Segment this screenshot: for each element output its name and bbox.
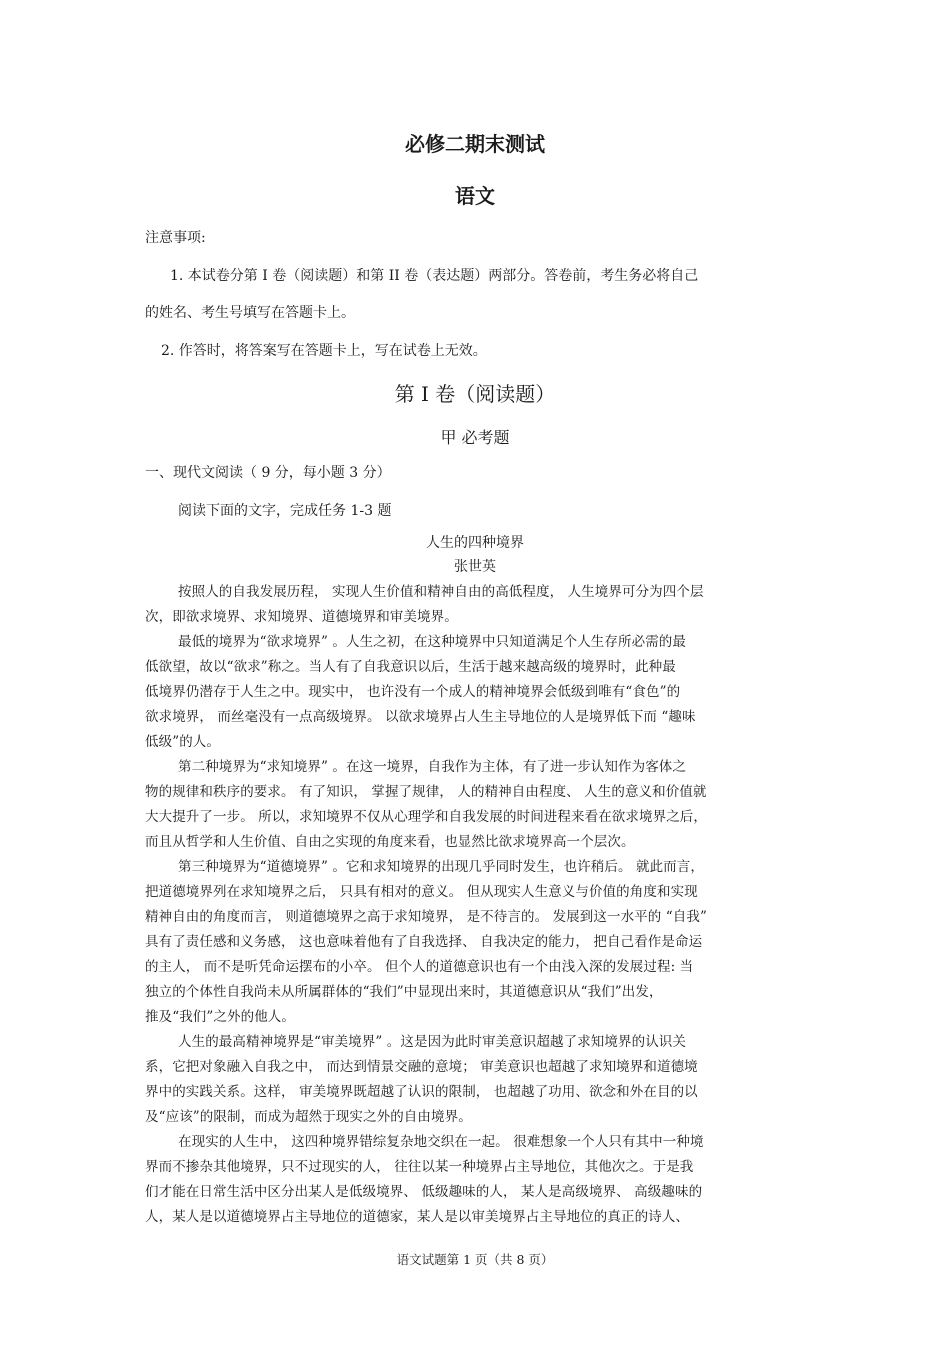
article-line: 低境界仍潜存于人生之中。现实中， 也许没有一个成人的精神境界会低级到唯有“食色”的 [145,684,681,700]
article-line: 们才能在日常生活中区分出某人是低级境界、 低级趣味的人， 某人是高级境界、 高级趣味的 [145,1184,703,1200]
notice-item-1-cont: 的姓名、考生号填写在答题卡上。 [145,305,355,321]
section-heading: 甲 必考题 [440,428,510,447]
exam-title: 必修二期末测试 [405,132,545,156]
page-footer: 语文试题第 1 页（共 8 页） [396,1252,554,1267]
notice-item-2: 2. 作答时，将答案写在答题卡上，写在试卷上无效。 [161,343,487,359]
article-line: 大大提升了一步。 所以，求知境界不仅从心理学和自我发展的时间进程来看在欲求境界之后， [145,809,707,825]
article-line: 把道德境界列在求知境界之后， 只具有相对的意义。 但从现实人生意义与价值的角度和实现 [145,884,698,900]
article-line: 独立的个体性自我尚未从所属群体的“我们”中显现出来时，其道德意识从“我们”出发， [145,984,663,1000]
article-line: 人生的最高精神境界是“审美境界” 。这是因为此时审美意识超越了求知境界的认识关 [178,1034,686,1050]
reading-instruction: 阅读下面的文字，完成任务 1-3 题 [178,503,392,519]
article-line: 系，它把对象融入自我之中， 而达到情景交融的意境； 审美意识也超越了求知境界和道德境 [145,1059,698,1075]
article-line: 低欲望，故以“欲求”称之。当人有了自我意识以后，生活于越来越高级的境界时，此种最 [145,659,676,675]
article-line: 按照人的自我发展历程， 实现人生价值和精神自由的高低程度， 人生境界可分为四个层 [178,584,704,600]
article-line: 及“应该”的限制，而成为超然于现实之外的自由境界。 [145,1109,472,1125]
article-line: 欲求境界， 而丝毫没有一点高级境界。 以欲求境界占人生主导地位的人是境界低下而 “趣味 [145,709,696,725]
article-author: 张世英 [454,559,496,575]
article-title: 人生的四种境界 [426,535,524,551]
article-line: 最低的境界为“欲求境界” 。人生之初，在这种境界中只知道满足个人生存所必需的最 [178,634,686,650]
article-line: 推及“我们”之外的他人。 [145,1009,296,1025]
article-line: 界而不掺杂其他境界，只不过现实的人， 往往以某一种境界占主导地位，其他次之。于是我 [145,1159,694,1175]
article-line: 第三种境界为“道德境界” 。它和求知境界的出现几乎同时发生，也许稍后。 就此而言， [178,859,704,875]
article-line: 物的规律和秩序的要求。 有了知识， 掌握了规律， 人的精神自由程度、 人生的意义和价值就 [145,784,707,800]
article-line: 次，即欲求境界、求知境界、道德境界和审美境界。 [145,609,458,625]
article-line: 低级”的人。 [145,734,221,750]
article-line: 精神自由的角度而言， 则道德境界之高于求知境界， 是不待言的。 发展到这一水平的 “自我” [145,909,707,925]
article-line: 人，某人是以道德境界占主导地位的道德家，某人是以审美境界占主导地位的真正的诗人、 [145,1209,689,1225]
part-heading: 第 I 卷（阅读题） [394,382,556,406]
subject-title: 语文 [455,184,495,208]
article-line: 的主人， 而不是听凭命运摆布的小卒。 但个人的道德意识也有一个由浅入深的发展过程: 当 [145,959,694,975]
article-line: 在现实的人生中， 这四种境界错综复杂地交织在一起。 很难想象一个人只有其中一种境 [178,1134,704,1150]
notice-item-1: 1. 本试卷分第 I 卷（阅读题）和第 II 卷（表达题）两部分。答卷前，考生务必将自己 [170,268,699,284]
article-line: 第二种境界为“求知境界” 。在这一境界，自我作为主体，有了进一步认知作为客体之 [178,759,686,775]
article-line: 界中的实践关系。这样， 审美境界既超越了认识的限制， 也超越了功用、欲念和外在目的以 [145,1084,698,1100]
question-heading: 一、现代文阅读（ 9 分，每小题 3 分） [145,465,391,481]
notice-heading: 注意事项: [145,230,206,246]
article-line: 而且从哲学和人生价值、自由之实现的角度来看，也显然比欲求境界高一个层次。 [145,834,635,850]
article-line: 具有了责任感和义务感， 这也意味着他有了自我选择、 自我决定的能力， 把自己看作是命运 [145,934,703,950]
